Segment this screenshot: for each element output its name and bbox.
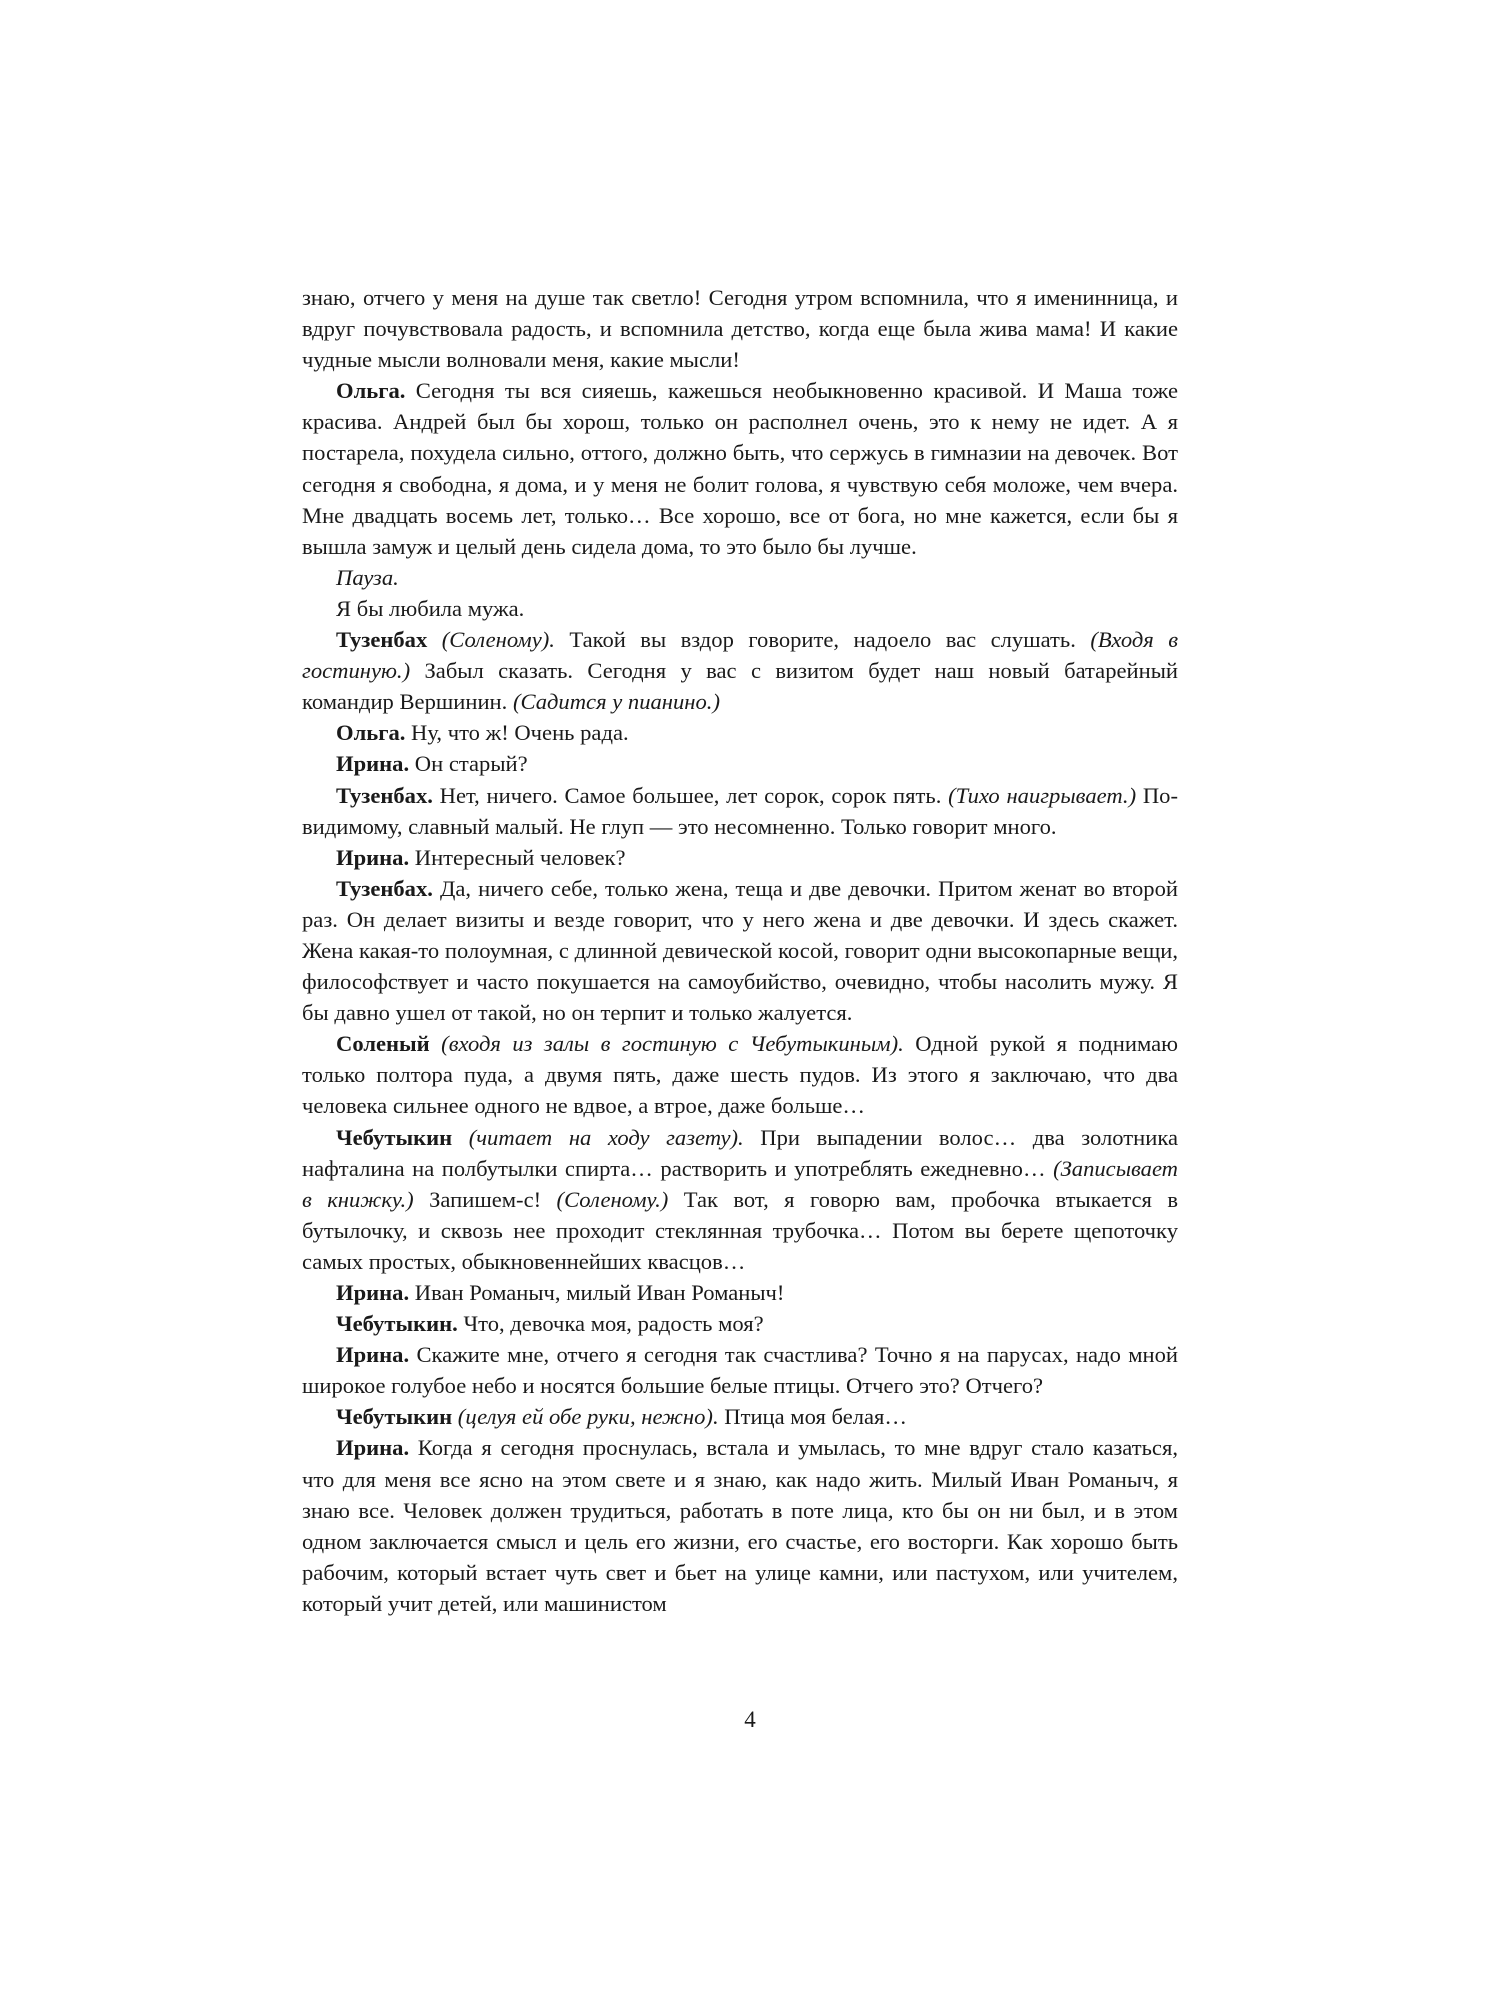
dialogue-text: Что, девочка моя, радость моя? [457, 1311, 764, 1337]
page-number: 4 [744, 1707, 756, 1732]
paragraph [302, 1028, 1178, 1121]
dialogue-text: По-видимому, славный малый. Не глуп — это несомненно. Только говорит много. [302, 782, 1178, 839]
speaker-name: Чебутыкин [336, 1124, 453, 1150]
paragraph [302, 562, 1178, 593]
paragraph [302, 282, 1178, 375]
stage-direction: (Соленому.) [556, 1186, 669, 1212]
dialogue-text [427, 627, 441, 652]
paragraph [302, 593, 1178, 624]
speaker-name: Ирина. [336, 1280, 410, 1305]
paragraph [302, 1432, 1178, 1619]
dialogue-text: Одной рукой я поднимаю только полтора пуда, а двумя пять, даже шесть пудов. Из этого я заключаю, что два человека сильнее одного не вдвое, а втрое, даже больше… [302, 1031, 1178, 1119]
stage-direction: (Садится у пианино.) [512, 689, 720, 715]
paragraph [302, 1339, 1178, 1401]
paragraph [302, 748, 1178, 779]
speaker-name: Чебутыкин [336, 1404, 453, 1430]
speaker-name: Тузенбах. [336, 782, 433, 808]
dialogue-text: Птица моя белая… [718, 1404, 908, 1430]
stage-direction: (Соленому). [441, 627, 555, 653]
speaker-name: Ольга. [336, 378, 406, 404]
dialogue-text: Такой вы вздор говорите, надоело вас слушать. [554, 627, 1091, 653]
speaker-name: Ирина. [336, 1342, 410, 1368]
stage-direction: (входя из залы в гостиную с Чебутыкиным). [441, 1031, 904, 1057]
speaker-name: Ольга. [336, 720, 406, 746]
speaker-name: Тузенбах [336, 627, 428, 653]
paragraph [302, 624, 1178, 717]
dialogue-text: Забыл сказать. Сегодня у вас с визитом будет наш новый батарейный командир Вершинин. [302, 658, 1178, 715]
dialogue-text: Так вот, я говорю вам, пробочка втыкается в бутылочку, и сквозь нее проходит стеклянная трубочка… Потом вы берете щепоточку самых простых, обыкновеннейших квасцов… [302, 1186, 1178, 1274]
stage-direction: Пауза. [336, 564, 399, 590]
dialogue-text: Иван Романыч, милый Иван Романыч! [409, 1280, 785, 1305]
speaker-name: Ирина. [336, 751, 410, 777]
paragraph [302, 1401, 1178, 1432]
dialogue-text: Запишем-с! [413, 1186, 557, 1212]
dialogue-text: Скажите мне, отчего я сегодня так счастлива? Точно я на парусах, надо мной широкое голубое небо и носятся большие белые птицы. Отчего это? Отчего? [302, 1342, 1178, 1399]
speaker-name: Тузенбах. [336, 875, 433, 901]
paragraph [302, 1277, 1178, 1308]
speaker-name: Ирина. [336, 1435, 410, 1461]
paragraph [302, 717, 1178, 748]
paragraph [302, 375, 1178, 562]
page-body [302, 282, 1178, 1619]
dialogue-text: Интересный человек? [409, 844, 626, 870]
dialogue-text [430, 1031, 441, 1056]
dialogue-text: Сегодня ты вся сияешь, кажешься необыкновенно красивой. И Маша тоже красива. Андрей был бы хорош, только он располнел очень, это к нему не идет. А я постарела, похудела сильно, оттого, должно быть, что сержусь в гимназии на девочек. Вот сегодня я свободна, я дома, и у меня не болит голова, я чувствую себя моложе, чем вчера. Мне двадцать восемь лет, только… Все хорошо, все от бога, но мне кажется, если бы я вышла замуж и целый день сидела дома, то это было бы лучше. [302, 378, 1178, 559]
stage-direction: (Записывает в книжку.) [302, 1155, 1178, 1212]
dialogue-text: Он старый? [409, 751, 528, 777]
stage-direction: (целуя ей обе руки, нежно). [457, 1404, 719, 1430]
stage-direction: (Тихо наигрывает.) [948, 782, 1137, 808]
dialogue-text: Ну, что ж! Очень рада. [405, 720, 629, 746]
dialogue-text: Я бы любила мужа. [336, 595, 525, 621]
dialogue-text: При выпадении волос… два золотника нафталина на полбутылки спирта… растворить и употреблять ежедневно… [302, 1124, 1178, 1181]
paragraph [302, 873, 1178, 1028]
stage-direction: (читает на ходу газету). [468, 1124, 744, 1150]
dialogue-text [452, 1125, 469, 1150]
dialogue-text: знаю, отчего у меня на душе так светло! Сегодня утром вспомнила, что я именинница, и вдруг почувствовала радость, и вспомнила детство, когда еще была жива мама! И какие чудные мысли волновали меня, какие мысли! [302, 285, 1178, 373]
paragraph [302, 1308, 1178, 1339]
paragraph [302, 1122, 1178, 1277]
speaker-name: Соленый [336, 1031, 430, 1057]
dialogue-text: Нет, ничего. Самое большее, лет сорок, сорок пять. [432, 782, 949, 808]
dialogue-text: Да, ничего себе, только жена, теща и две девочки. Притом женат во второй раз. Он делает визиты и везде говорит, что у него жена и две девочки. И здесь скажет. Жена какая-то полоумная, с длинной девической косой, говорит одни высокопарные вещи, философствует и часто покушается на самоубийство, очевидно, чтобы насолить мужу. Я бы давно ушел от такой, но он терпит и только жалуется. [302, 875, 1178, 1026]
stage-direction: (Входя в гостиную.) [302, 627, 1178, 684]
speaker-name: Ирина. [336, 844, 410, 870]
dialogue-text: Когда я сегодня проснулась, встала и умылась, то мне вдруг стало казаться, что для меня все ясно на этом свете и я знаю, как надо жить. Милый Иван Романыч, я знаю все. Человек должен трудиться, работать в поте лица, кто бы он ни был, и в этом одном заключается смысл и цель его жизни, его счастье, его восторги. Как хорошо быть рабочим, который встает чуть свет и бьет на улице камни, или пастухом, или учителем, который учит детей, или машинистом [302, 1435, 1178, 1616]
speaker-name: Чебутыкин. [336, 1311, 458, 1337]
paragraph [302, 780, 1178, 842]
paragraph [302, 842, 1178, 873]
